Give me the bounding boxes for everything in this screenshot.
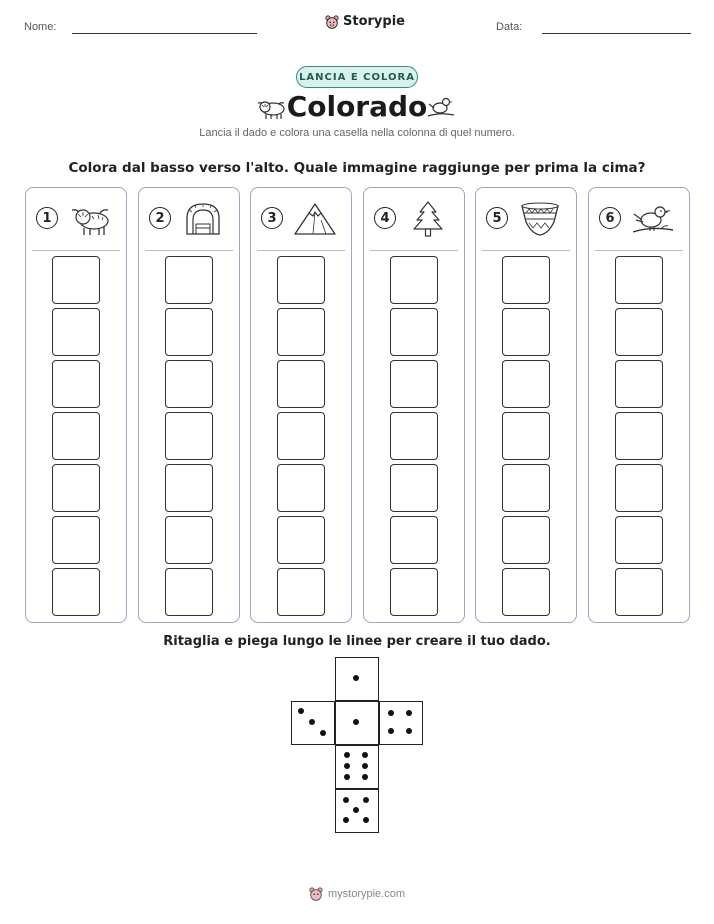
pip	[406, 728, 412, 734]
die-face-three	[291, 701, 335, 745]
pip	[362, 752, 368, 758]
pip	[362, 763, 368, 769]
color-box[interactable]	[390, 308, 438, 356]
pip	[388, 728, 394, 734]
color-box[interactable]	[390, 516, 438, 564]
column-number: 3	[261, 207, 283, 229]
column-header	[251, 188, 351, 250]
column-header	[139, 188, 239, 250]
color-box[interactable]	[615, 516, 663, 564]
bird-on-branch-icon	[631, 200, 675, 238]
color-box[interactable]	[165, 516, 213, 564]
pip	[363, 797, 369, 803]
brand-logo	[325, 14, 405, 29]
color-box[interactable]	[165, 568, 213, 616]
color-box[interactable]	[277, 360, 325, 408]
pip	[353, 719, 359, 725]
pip	[320, 730, 326, 736]
color-box[interactable]	[390, 256, 438, 304]
race-instruction: Colora dal basso verso l'alto. Quale immagine raggiunge per prima la cima?	[68, 160, 646, 176]
bird-on-branch-icon	[426, 94, 456, 120]
color-box[interactable]	[277, 412, 325, 460]
color-box[interactable]	[165, 464, 213, 512]
color-box[interactable]	[615, 568, 663, 616]
pottery-bowl-icon	[518, 200, 562, 238]
color-box[interactable]	[165, 256, 213, 304]
color-box[interactable]	[165, 308, 213, 356]
color-box[interactable]	[52, 360, 100, 408]
color-box[interactable]	[277, 516, 325, 564]
subtitle: Lancia il dado e colora una casella nella colonna di quel numero.	[199, 127, 515, 139]
pip	[309, 719, 315, 725]
color-box[interactable]	[165, 360, 213, 408]
pip	[362, 774, 368, 780]
color-box[interactable]	[502, 568, 550, 616]
color-box[interactable]	[390, 464, 438, 512]
race-column-1	[25, 187, 127, 623]
column-number: 4	[374, 207, 396, 229]
color-box[interactable]	[165, 412, 213, 460]
color-box[interactable]	[502, 360, 550, 408]
column-header	[364, 188, 464, 250]
page-title: Colorado	[286, 90, 428, 123]
color-box[interactable]	[615, 256, 663, 304]
column-header	[589, 188, 689, 250]
pip	[344, 774, 350, 780]
pip	[388, 710, 394, 716]
race-column-4	[363, 187, 465, 623]
color-box[interactable]	[502, 464, 550, 512]
race-column-5	[475, 187, 577, 623]
color-box[interactable]	[52, 464, 100, 512]
color-box[interactable]	[277, 308, 325, 356]
pip	[298, 708, 304, 714]
pip	[353, 807, 359, 813]
color-box[interactable]	[390, 568, 438, 616]
column-number: 5	[486, 207, 508, 229]
pip	[406, 710, 412, 716]
color-box[interactable]	[390, 360, 438, 408]
pip	[343, 797, 349, 803]
die-face-four	[379, 701, 423, 745]
pip	[363, 817, 369, 823]
footer	[0, 887, 714, 901]
pip	[353, 675, 359, 681]
color-box[interactable]	[52, 412, 100, 460]
color-box[interactable]	[615, 308, 663, 356]
activity-badge: LANCIA E COLORA	[296, 66, 418, 88]
color-box[interactable]	[502, 308, 550, 356]
footer-link[interactable]: mystorypie.com	[327, 888, 406, 900]
highland-cow-icon	[68, 200, 112, 238]
color-box[interactable]	[52, 308, 100, 356]
column-number: 1	[36, 207, 58, 229]
color-box[interactable]	[390, 412, 438, 460]
color-box[interactable]	[502, 516, 550, 564]
date-label: Data:	[496, 21, 523, 33]
cut-instruction: Ritaglia e piega lungo le linee per creare il tuo dado.	[163, 634, 551, 649]
die-face-one	[335, 701, 379, 745]
date-field[interactable]	[542, 33, 691, 34]
color-box[interactable]	[52, 516, 100, 564]
column-number: 6	[599, 207, 621, 229]
column-header	[26, 188, 126, 250]
column-header	[476, 188, 576, 250]
color-box[interactable]	[615, 464, 663, 512]
name-field[interactable]	[72, 33, 257, 34]
storypie-bear-icon	[309, 887, 323, 901]
race-column-2	[138, 187, 240, 623]
die-face-five	[335, 789, 379, 833]
pip	[344, 752, 350, 758]
color-box[interactable]	[277, 256, 325, 304]
color-box[interactable]	[52, 256, 100, 304]
color-box[interactable]	[502, 412, 550, 460]
column-number: 2	[149, 207, 171, 229]
color-box[interactable]	[277, 464, 325, 512]
color-box[interactable]	[52, 568, 100, 616]
name-label: Nome:	[24, 21, 57, 33]
mine-tunnel-icon	[181, 200, 225, 238]
color-box[interactable]	[277, 568, 325, 616]
pine-tree-icon	[406, 200, 450, 238]
color-box[interactable]	[615, 360, 663, 408]
race-column-6	[588, 187, 690, 623]
storypie-bear-icon	[325, 15, 339, 29]
brand-name: Storypie	[343, 14, 405, 29]
pip	[344, 763, 350, 769]
race-column-3	[250, 187, 352, 623]
pip	[343, 817, 349, 823]
color-box[interactable]	[502, 256, 550, 304]
color-box[interactable]	[615, 412, 663, 460]
die-face-one	[335, 657, 379, 701]
die-face-six	[335, 745, 379, 789]
mountain-peak-icon	[293, 200, 337, 238]
